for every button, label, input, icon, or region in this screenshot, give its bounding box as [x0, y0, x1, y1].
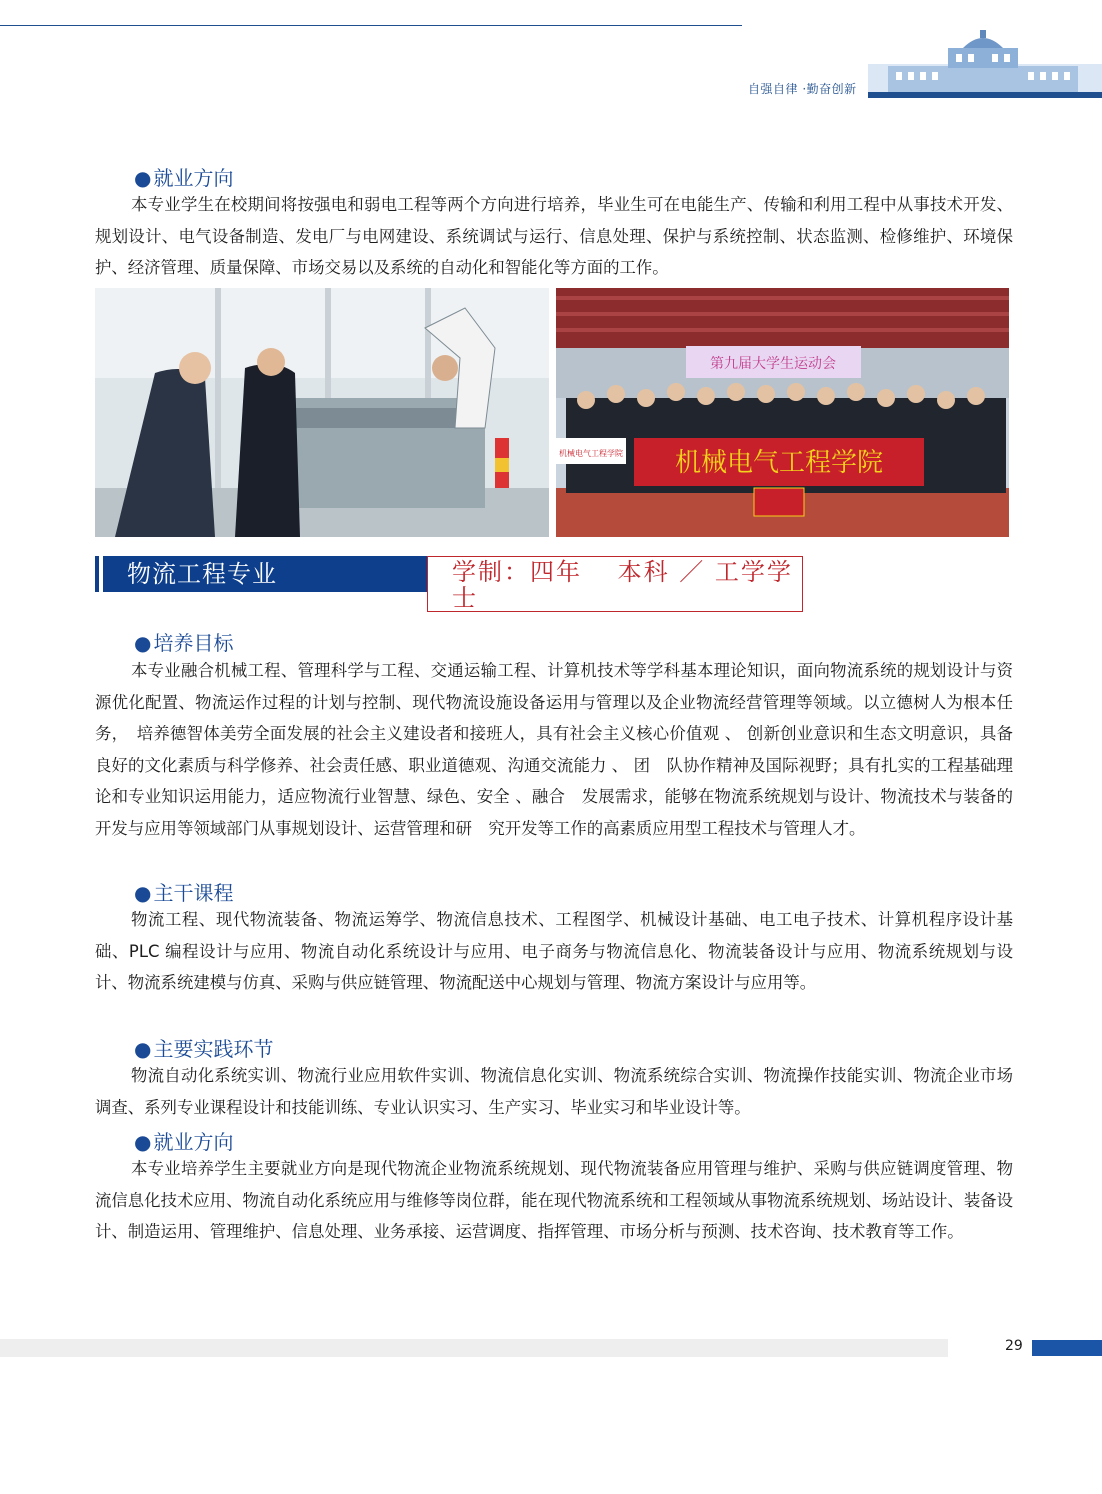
lab-photo [95, 288, 549, 537]
page-number: 29 [1005, 1338, 1023, 1354]
courses-paragraph: 物流工程、现代物流装备、物流运筹学、物流信息技术、工程图学、机械设计基础、电工电子技术、计算机程序设计基础、PLC 编程设计与应用、物流自动化系统设计与应用、电子商务与物流信息化、物流装备设计与应用、物流系统规划与设计、物流系统建模与仿真、采购与供应链管理、物流配送中心规划与管理、物流方案设计与应用等。 [95, 910, 1013, 992]
banner-text: 机械电气工程学院 [674, 448, 884, 478]
header-slogan: 自强自律 ·勤奋创新 [748, 82, 857, 96]
section-heading-courses: ● 主干课程 [134, 881, 234, 905]
practice-paragraph: 物流自动化系统实训、物流行业应用软件实训、物流信息化实训、物流系统综合实训、物流操作技能实训、物流企业市场调查、系列专业课程设计和技能训练、专业认识实习、生产实习、毕业实习和毕业设计等。 [95, 1066, 1013, 1117]
section-heading-employment-2: ● 就业方向 [134, 1130, 234, 1154]
sports-meet-group-photo [556, 288, 1009, 537]
small-sign-text: 机械电气工程学院 [559, 449, 623, 458]
training-paragraph: 本专业融合机械工程、管理科学与工程、交通运输工程、计算机技术等学科基本理论知识，面向物流系统的规划设计与资源优化配置、物流运作过程的计划与控制、现代物流设施设备运用与管理以及企业物流经营管理等领域。以立德树人为根本任务， 培养德智体美劳全面发展的社会主义建设者和接班人，具有社会主义核心价值观 、 创新创业意识和生态文明意识，具备良好的文化素质与科学修养、社会责任感、职业道德观、沟通交流能力 、 团 队协作精神及国际视野；具有扎实的工程基础理论和专业知识运用能力，适应物流行业智慧、绿色、安全 、融合 发展需求，能够在物流系统规划与设计、物流技术与装备的开发与应用等领域部门从事规划设计、运营管理和研 究开发等工作的高素质应用型工程技术与管理人才。 [95, 661, 1013, 838]
footer-band [0, 1339, 948, 1357]
degree-info-box: 学制：四年 本科 ／ 工学学士 [427, 556, 803, 612]
employment-1-paragraph: 本专业学生在校期间将按强电和弱电工程等两个方向进行培养，毕业生可在电能生产、传输和利用工程中从事技术开发、规划设计、电气设备制造、发电厂与电网建设、系统调试与运行、信息处理、保护与系统控制、状态监测、检修维护、环境保护、经济管理、质量保障、市场交易以及系统的自动化和智能化等方面的工作。 [95, 195, 1013, 277]
employment-2-paragraph: 本专业培养学生主要就业方向是现代物流企业物流系统规划、现代物流装备应用管理与维护、采购与供应链调度管理、物流信息化技术应用、物流自动化系统应用与维修等岗位群，能在现代物流系统和工程领域从事物流系统规划、场站设计、装备设计、制造运用、管理维护、信息处理、业务承接、运营调度、指挥管理、市场分析与预测、技术咨询、技术教育等工作。 [95, 1159, 1013, 1241]
section-heading-training: ● 培养目标 [134, 631, 234, 655]
sports-meet-sign-text: 第九届大学生运动会 [710, 356, 836, 372]
header-rule [0, 25, 742, 26]
footer-accent-bar [1032, 1340, 1102, 1356]
section-heading-practice: ● 主要实践环节 [134, 1037, 274, 1061]
building-illustration [868, 26, 1102, 98]
major-title-bar [95, 556, 431, 592]
section-heading-employment-1: ● 就业方向 [134, 166, 234, 190]
major-title: 物流工程专业 [103, 556, 431, 592]
